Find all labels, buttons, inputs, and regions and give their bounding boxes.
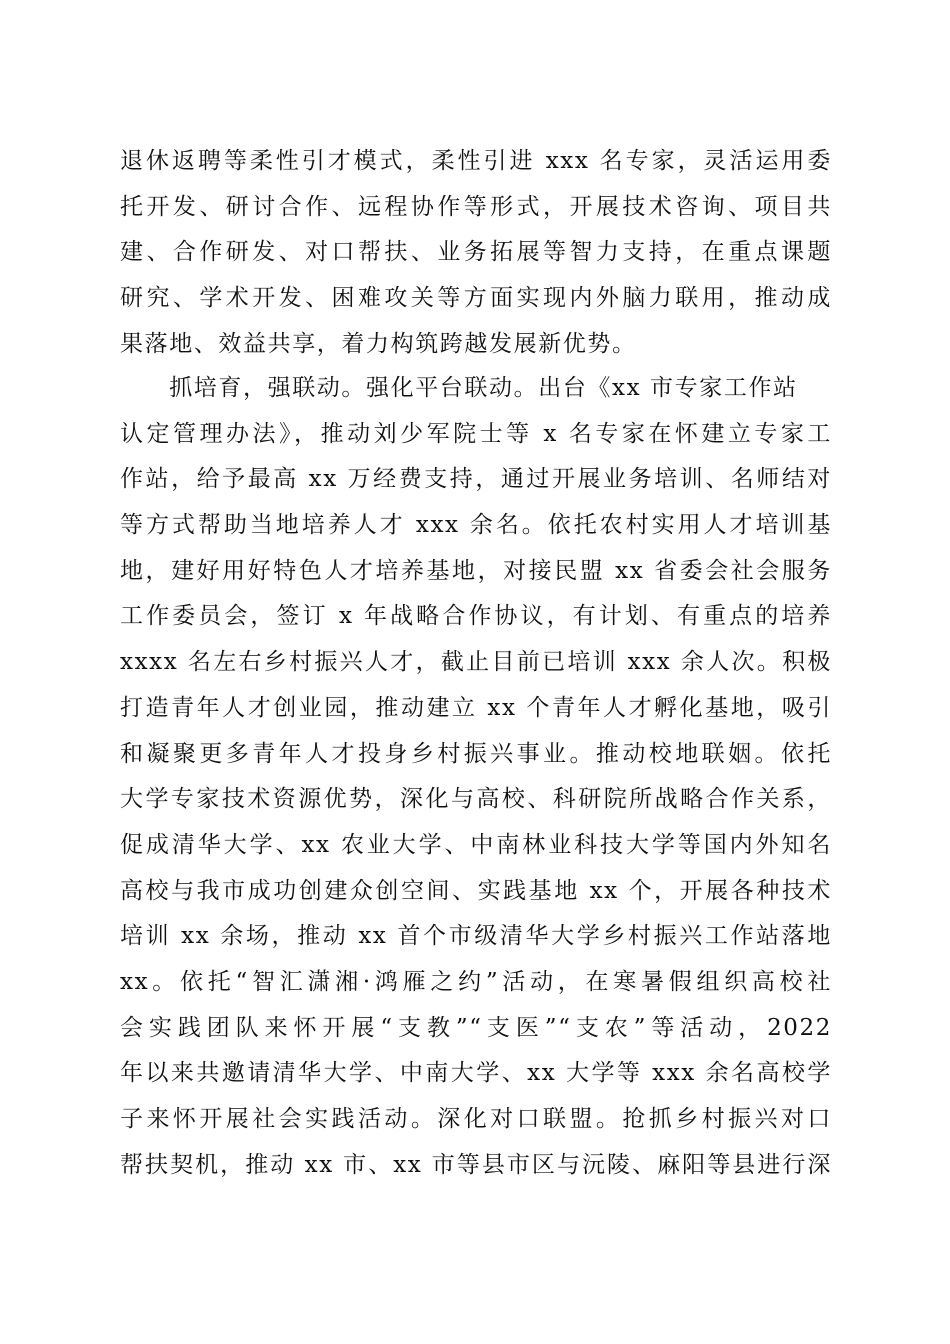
- text-line: 促成清华大学、xx 农业大学、中南林业科技大学等国内外知名: [120, 831, 832, 858]
- text-line: 退休返聘等柔性引才模式，柔性引进 xxx 名专家，灵活运用委: [120, 148, 832, 174]
- text-line: 年以来共邀请清华大学、中南大学、xx 大学等 xxx 余名高校学: [120, 1060, 832, 1087]
- text-line: 工作委员会，签订 x 年战略合作协议，有计划、有重点的培养: [120, 603, 832, 630]
- text-line: xxxx 名左右乡村振兴人才，截止目前已培训 xxx 余人次。积极: [120, 649, 832, 676]
- text-line: 果落地、效益共享，着力构筑跨越发展新优势。: [120, 330, 637, 357]
- text-line: 培训 xx 余场，推动 xx 首个市级清华大学乡村振兴工作站落地: [120, 923, 832, 950]
- text-line: 高校与我市成功创建众创空间、实践基地 xx 个，开展各种技术: [120, 877, 832, 904]
- text-line: 建、合作研发、对口帮扶、业务拓展等智力支持，在重点课题: [120, 239, 832, 266]
- text-line: 抓培育，强联动。强化平台联动。出台《xx 市专家工作站: [120, 375, 798, 401]
- text-line: 作站，给予最高 xx 万经费支持，通过开展业务培训、名师结对: [120, 466, 832, 493]
- paragraph-talent-introduction: [120, 139, 832, 367]
- text-line: 子来怀开展社会实践活动。深化对口联盟。抢抓乡村振兴对口: [120, 1106, 832, 1132]
- text-line: xx。依托“智汇潇湘·鸿雁之约”活动，在寒暑假组织高校社: [120, 968, 832, 995]
- text-line: 帮扶契机，推动 xx 市、xx 市等县市区与沅陵、麻阳等县进行深: [120, 1151, 832, 1178]
- text-line: 打造青年人才创业园，推动建立 xx 个青年人才孵化基地，吸引: [120, 694, 832, 721]
- paragraph-training-linkage: [120, 366, 832, 1188]
- text-line: 等方式帮助当地培养人才 xxx 余名。依托农村实用人才培训基: [120, 512, 832, 539]
- text-line: 会实践团队来怀开展“支教”“支医”“支农”等活动，2022: [120, 1014, 832, 1041]
- text-line: 和凝聚更多青年人才投身乡村振兴事业。推动校地联姻。依托: [120, 740, 832, 767]
- text-line: 认定管理办法》，推动刘少军院士等 x 名专家在怀建立专家工: [120, 420, 832, 447]
- text-line: 托开发、研讨合作、远程协作等形式，开展技术咨询、项目共: [120, 193, 832, 220]
- text-line: 地，建好用好特色人才培养基地，对接民盟 xx 省委会社会服务: [120, 557, 832, 584]
- text-line: 大学专家技术资源优势，深化与高校、科研院所战略合作关系，: [120, 786, 832, 813]
- text-line: 研究、学术开发、困难攻关等方面实现内外脑力联用，推动成: [120, 285, 832, 312]
